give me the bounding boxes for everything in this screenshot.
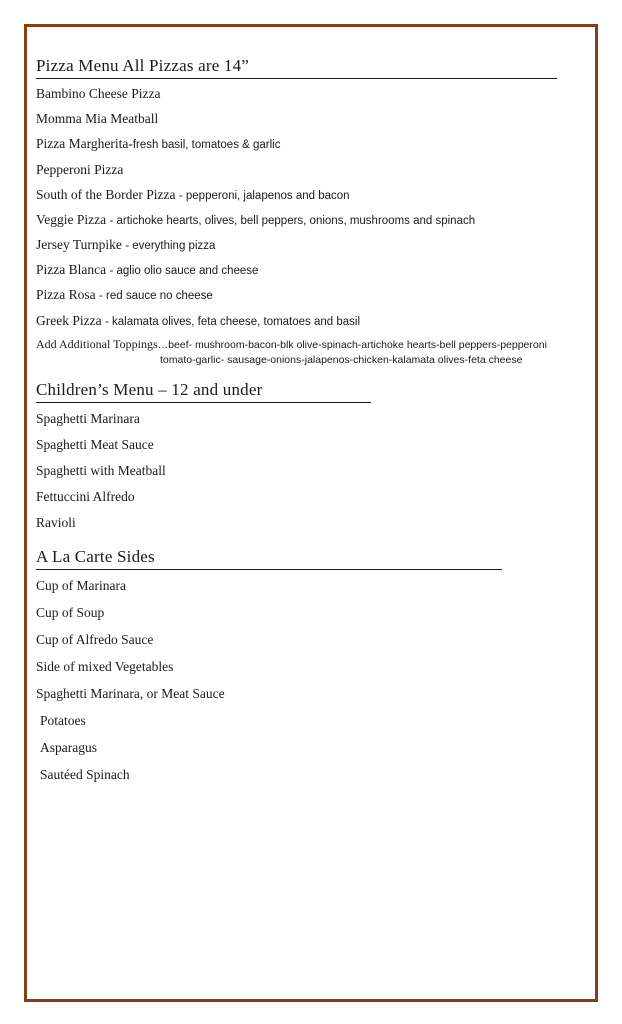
additional-toppings-label: Add Additional Toppings [36,336,158,351]
pizza-item [36,137,586,151]
pizza-item-name: Pizza Margherita- [36,136,133,152]
sides-item: Asparagus [40,739,97,755]
pizza-item-desc: - everything pizza [125,240,216,253]
pizza-item [36,163,586,177]
sides-item: Cup of Marinara [36,577,126,593]
additional-toppings [36,337,586,352]
pizza-item-desc: - artichoke hearts, olives, bell peppers, onions, mushrooms and spinach [109,214,476,227]
pizza-item-name: Momma Mia Meatball [36,111,159,127]
sides-heading: A La Carte Sides [36,546,155,566]
pizza-item-name: Greek Pizza [36,312,105,328]
additional-toppings-list-line2: tomato-garlic- sausage-onions-jalapenos-chicken-kalamata olives-feta cheese [160,353,523,366]
pizza-item-name: Bambino Cheese Pizza [36,86,161,101]
pizza-menu-heading-row [36,56,557,79]
menu-content [36,50,586,794]
section-childrens-menu [36,380,586,531]
pizza-item-desc: - pepperoni, jalapenos and bacon [178,189,350,202]
pizza-item [36,238,586,252]
pizza-item [36,112,586,126]
pizza-item [36,87,586,101]
pizza-item-name: Pepperoni Pizza [36,161,124,177]
childrens-item: Fettuccini Alfredo [36,488,135,504]
sides-item: Spaghetti Marinara, or Meat Sauce [36,685,225,701]
sides-item: Cup of Soup [36,604,105,620]
childrens-menu-heading-row [36,380,371,403]
pizza-item-name: South of the Border Pizza [36,186,179,202]
childrens-menu-heading: Children’s Menu – 12 and under [36,379,263,399]
pizza-item-name: Pizza Blanca [36,262,110,278]
pizza-item-name: Pizza Rosa [36,287,99,303]
pizza-item [36,188,586,202]
pizza-item-desc: - aglio olio sauce and cheese [109,265,259,278]
additional-toppings-list-line1: …beef- mushroom-bacon-blk olive-spinach-artichoke hearts-bell peppers-pepperoni [157,338,547,351]
childrens-item: Spaghetti with Meatball [36,462,166,478]
sides-item: Side of mixed Vegetables [36,658,174,674]
pizza-item [36,213,586,227]
sides-item: Potatoes [40,712,86,728]
childrens-item: Ravioli [36,514,76,530]
pizza-item-desc: - kalamata olives, feta cheese, tomatoes and basil [104,315,361,328]
pizza-item-desc: fresh basil, tomatoes & garlic [132,139,281,152]
sides-heading-row [36,547,502,570]
pizza-item [36,263,586,277]
pizza-item-name: Jersey Turnpike [36,237,126,253]
pizza-item-name: Veggie Pizza [36,211,110,227]
section-a-la-carte-sides [36,547,586,783]
childrens-item: Spaghetti Marinara [36,410,140,426]
section-pizza-menu [36,56,586,366]
childrens-item: Spaghetti Meat Sauce [36,436,154,452]
pizza-menu-heading: Pizza Menu All Pizzas are 14” [36,56,250,75]
pizza-item [36,288,586,302]
pizza-item [36,314,586,328]
sides-item: Sautéed Spinach [40,766,130,782]
sides-item: Cup of Alfredo Sauce [36,631,154,647]
pizza-item-desc: - red sauce no cheese [99,290,213,303]
